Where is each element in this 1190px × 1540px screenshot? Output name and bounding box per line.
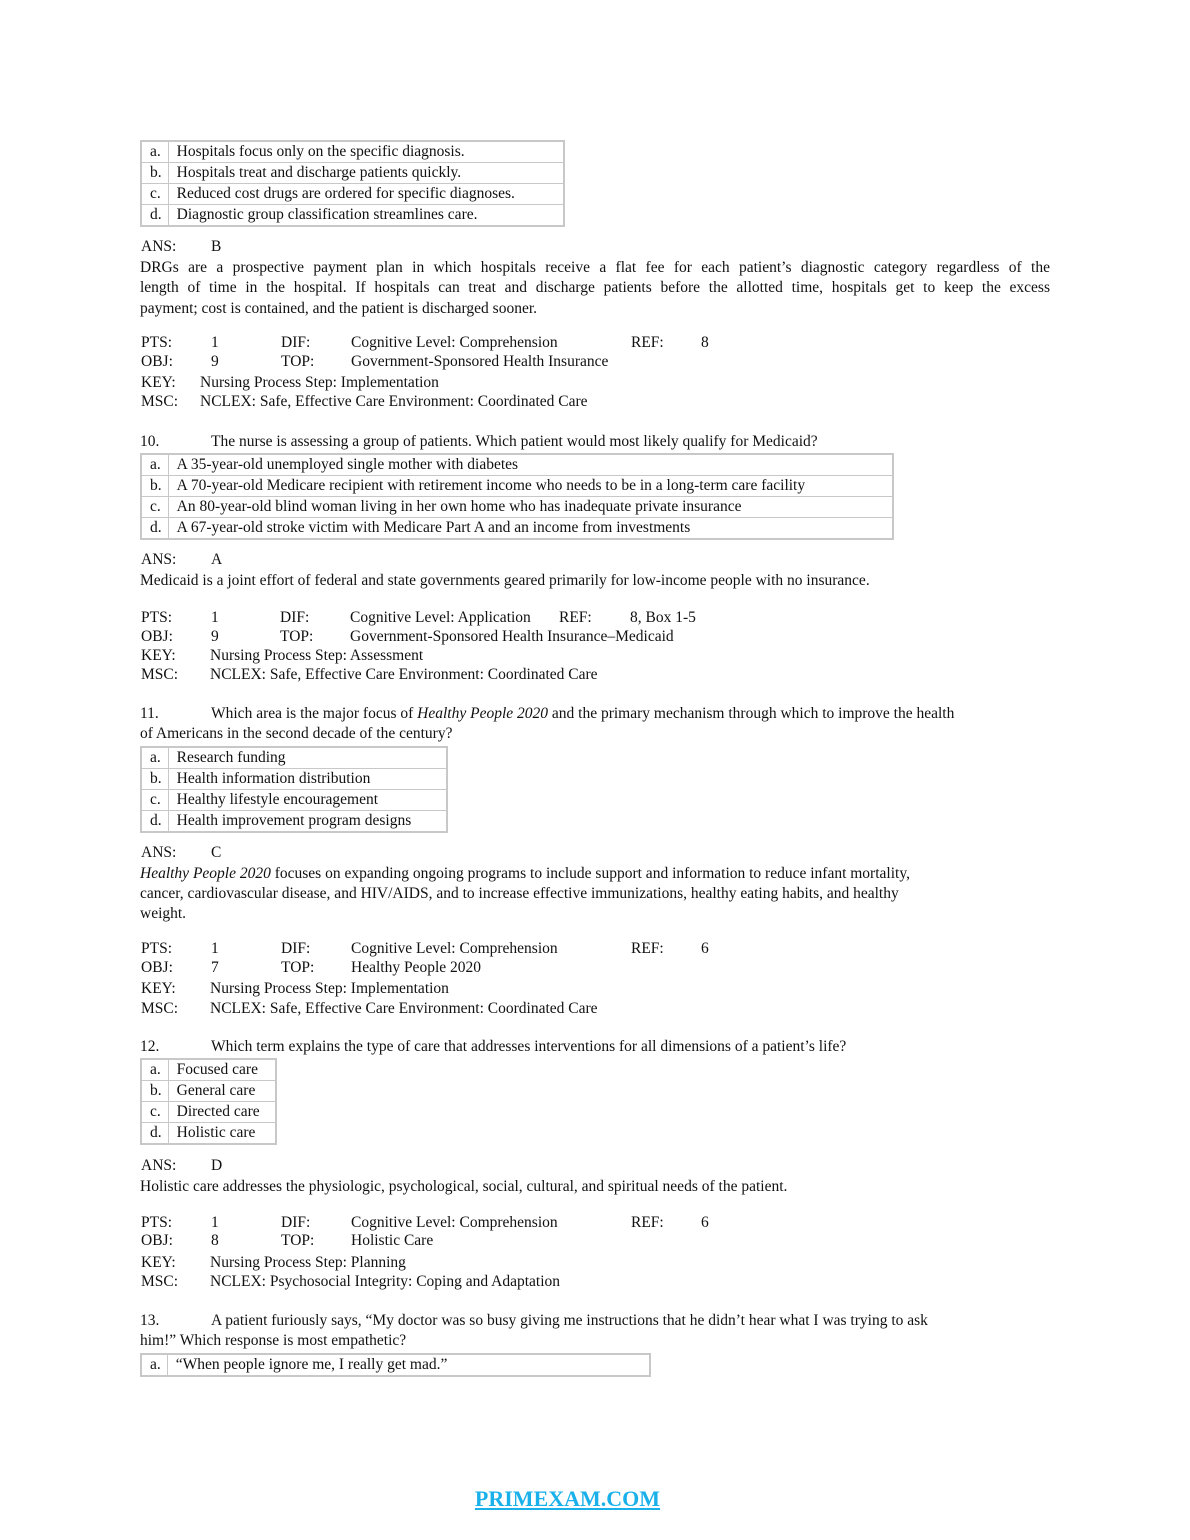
question-number: 10. — [140, 433, 160, 450]
answer: B — [211, 238, 222, 255]
option-letter: c. — [141, 1102, 168, 1123]
option-letter: d. — [141, 811, 168, 833]
question-stem: A patient furiously says, “My doctor was so busy giving me instructions that he didn’t hear what I was trying to ask — [211, 1312, 928, 1329]
option-text: Health information distribution — [168, 769, 447, 790]
question-stem-line: of Americans in the second decade of the century? — [140, 725, 453, 742]
ref-value: 8 — [701, 334, 709, 351]
q10-options — [140, 453, 894, 540]
answer: C — [211, 844, 222, 861]
option-text: Diagnostic group classification streamlines care. — [168, 205, 564, 227]
msc-value: NCLEX: Safe, Effective Care Environment: Coordinated Care — [210, 1000, 598, 1017]
ref-label: REF: — [631, 334, 664, 351]
option-text: Hospitals focus only on the specific diagnosis. — [168, 141, 564, 163]
ref-value: 6 — [701, 940, 709, 957]
pts-label: PTS: — [141, 609, 173, 626]
ans-label: ANS: — [141, 1157, 177, 1174]
option-letter: a. — [141, 454, 168, 476]
msc-label: MSC: — [141, 1273, 179, 1290]
answer: A — [211, 551, 223, 568]
obj-label: OBJ: — [141, 959, 173, 976]
option-row — [141, 518, 893, 540]
dif-value: Cognitive Level: Comprehension — [351, 334, 558, 351]
stem-text: Which area is the major focus of — [211, 705, 418, 722]
ans-label: ANS: — [141, 551, 177, 568]
answer: D — [211, 1157, 223, 1174]
q13-options — [140, 1353, 651, 1377]
option-letter: d. — [141, 518, 168, 540]
ref-label: REF: — [631, 940, 664, 957]
option-text: Holistic care — [168, 1123, 276, 1145]
obj-label: OBJ: — [141, 1232, 173, 1249]
top-value: Healthy People 2020 — [351, 959, 482, 976]
msc-label: MSC: — [141, 666, 179, 683]
option-letter: b. — [141, 476, 168, 497]
option-letter: d. — [141, 205, 168, 227]
option-letter: c. — [141, 497, 168, 518]
dif-label: DIF: — [281, 1214, 311, 1231]
pts-label: PTS: — [141, 940, 173, 957]
q9-options — [140, 140, 565, 227]
pts-value: 1 — [211, 609, 219, 626]
obj-value: 9 — [211, 628, 219, 645]
ans-label: ANS: — [141, 238, 177, 255]
option-row — [141, 497, 893, 518]
option-letter: b. — [141, 163, 168, 184]
dif-label: DIF: — [280, 609, 310, 626]
option-row — [141, 184, 564, 205]
option-row — [141, 1059, 276, 1081]
option-text: General care — [168, 1081, 276, 1102]
rationale-text: focuses on expanding ongoing programs to include support and information to reduce infant mortality, — [270, 865, 910, 882]
key-value: Nursing Process Step: Planning — [210, 1254, 406, 1271]
option-letter: a. — [141, 1059, 168, 1081]
obj-label: OBJ: — [141, 353, 173, 370]
pts-label: PTS: — [141, 1214, 173, 1231]
option-letter: a. — [141, 747, 168, 769]
rationale: Medicaid is a joint effort of federal and state governments geared primarily for low-income people with no insurance. — [140, 572, 870, 589]
top-value: Holistic Care — [351, 1232, 434, 1249]
dif-value: Cognitive Level: Comprehension — [351, 1214, 558, 1231]
option-text: Directed care — [168, 1102, 276, 1123]
option-text: Hospitals treat and discharge patients quickly. — [168, 163, 564, 184]
q12-options — [140, 1058, 277, 1145]
rationale: Holistic care addresses the physiologic, psychological, social, cultural, and spiritual needs of the patient. — [140, 1178, 788, 1195]
option-letter: d. — [141, 1123, 168, 1145]
option-text: A 35-year-old unemployed single mother with diabetes — [168, 454, 893, 476]
ref-label: REF: — [631, 1214, 664, 1231]
footer-site-link[interactable]: PRIMEXAM.COM — [474, 1486, 661, 1511]
option-row — [141, 454, 893, 476]
option-row — [141, 141, 564, 163]
top-value: Government-Sponsored Health Insurance–Medicaid — [350, 628, 674, 645]
pts-value: 1 — [211, 1214, 219, 1231]
rationale-italic: Healthy People 2020 — [140, 865, 271, 882]
option-letter: b. — [141, 1081, 168, 1102]
option-letter: b. — [141, 769, 168, 790]
key-label: KEY: — [141, 374, 176, 391]
ref-label: REF: — [559, 609, 592, 626]
key-label: KEY: — [141, 980, 176, 997]
rationale-line: cancer, cardiovascular disease, and HIV/AIDS, and to increase effective immunizations, healthy eating habits, and healthy — [140, 885, 899, 902]
option-row — [141, 1081, 276, 1102]
key-value: Nursing Process Step: Implementation — [210, 980, 449, 997]
ref-value: 6 — [701, 1214, 709, 1231]
key-value: Nursing Process Step: Assessment — [210, 647, 424, 664]
key-label: KEY: — [141, 1254, 176, 1271]
option-text: A 67-year-old stroke victim with Medicare Part A and an income from investments — [168, 518, 893, 540]
option-row — [141, 1123, 276, 1145]
question-number: 12. — [140, 1038, 160, 1055]
dif-label: DIF: — [281, 940, 311, 957]
top-label: TOP: — [280, 628, 314, 645]
question-stem — [211, 704, 954, 724]
option-text: A 70-year-old Medicare recipient with retirement income who needs to be in a long-term care facility — [168, 476, 893, 497]
option-row — [141, 747, 447, 769]
stem-text: and the primary mechanism through which to improve the health — [548, 705, 955, 722]
rationale-line: payment; cost is contained, and the patient is discharged sooner. — [140, 300, 538, 317]
option-row — [141, 1102, 276, 1123]
key-label: KEY: — [141, 647, 176, 664]
msc-value: NCLEX: Safe, Effective Care Environment: Coordinated Care — [200, 393, 588, 410]
question-number: 11. — [140, 705, 159, 722]
option-text: Reduced cost drugs are ordered for specific diagnoses. — [168, 184, 564, 205]
option-row — [141, 163, 564, 184]
option-row — [141, 790, 447, 811]
option-text: “When people ignore me, I really get mad.” — [167, 1354, 650, 1376]
dif-value: Cognitive Level: Comprehension — [351, 940, 558, 957]
option-letter: a. — [141, 141, 168, 163]
stem-italic: Healthy People 2020 — [417, 705, 549, 722]
question-stem: Which term explains the type of care that addresses interventions for all dimensions of a patient’s life? — [211, 1038, 847, 1055]
option-text: Healthy lifestyle encouragement — [168, 790, 447, 811]
key-value: Nursing Process Step: Implementation — [200, 374, 439, 391]
rationale-line: length of time in the hospital. If hospitals can treat and discharge patients before the allotted time, hospitals get to keep the excess — [140, 279, 1050, 296]
q11-options — [140, 746, 448, 833]
obj-value: 7 — [211, 959, 219, 976]
option-text: Research funding — [168, 747, 447, 769]
pts-value: 1 — [211, 940, 219, 957]
obj-label: OBJ: — [141, 628, 173, 645]
option-letter: c. — [141, 184, 168, 205]
option-row — [141, 205, 564, 227]
ref-value: 8, Box 1-5 — [630, 609, 696, 626]
msc-value: NCLEX: Psychosocial Integrity: Coping and Adaptation — [210, 1273, 560, 1290]
dif-value: Cognitive Level: Application — [350, 609, 531, 626]
option-letter: c. — [141, 790, 168, 811]
msc-label: MSC: — [141, 393, 179, 410]
option-text: Focused care — [168, 1059, 276, 1081]
ans-label: ANS: — [141, 844, 177, 861]
obj-value: 9 — [211, 353, 219, 370]
top-label: TOP: — [281, 1232, 315, 1249]
option-row — [141, 476, 893, 497]
dif-label: DIF: — [281, 334, 311, 351]
rationale-line: weight. — [140, 905, 187, 922]
msc-label: MSC: — [141, 1000, 179, 1017]
question-number: 13. — [140, 1312, 160, 1329]
question-stem-line: him!” Which response is most empathetic? — [140, 1332, 407, 1349]
top-label: TOP: — [281, 353, 315, 370]
rationale-line — [140, 864, 910, 884]
option-row — [141, 811, 447, 833]
top-label: TOP: — [281, 959, 315, 976]
obj-value: 8 — [211, 1232, 219, 1249]
option-text: An 80-year-old blind woman living in her own home who has inadequate private insurance — [168, 497, 893, 518]
pts-value: 1 — [211, 334, 219, 351]
question-stem: The nurse is assessing a group of patients. Which patient would most likely qualify for Medicaid? — [211, 433, 818, 450]
option-row — [141, 769, 447, 790]
pts-label: PTS: — [141, 334, 173, 351]
option-text: Health improvement program designs — [168, 811, 447, 833]
top-value: Government-Sponsored Health Insurance — [351, 353, 609, 370]
option-letter: a. — [141, 1354, 167, 1376]
msc-value: NCLEX: Safe, Effective Care Environment: Coordinated Care — [210, 666, 598, 683]
option-row — [141, 1354, 650, 1376]
rationale-line: DRGs are a prospective payment plan in which hospitals receive a flat fee for each patient’s diagnostic category regardless of the — [140, 259, 1050, 276]
